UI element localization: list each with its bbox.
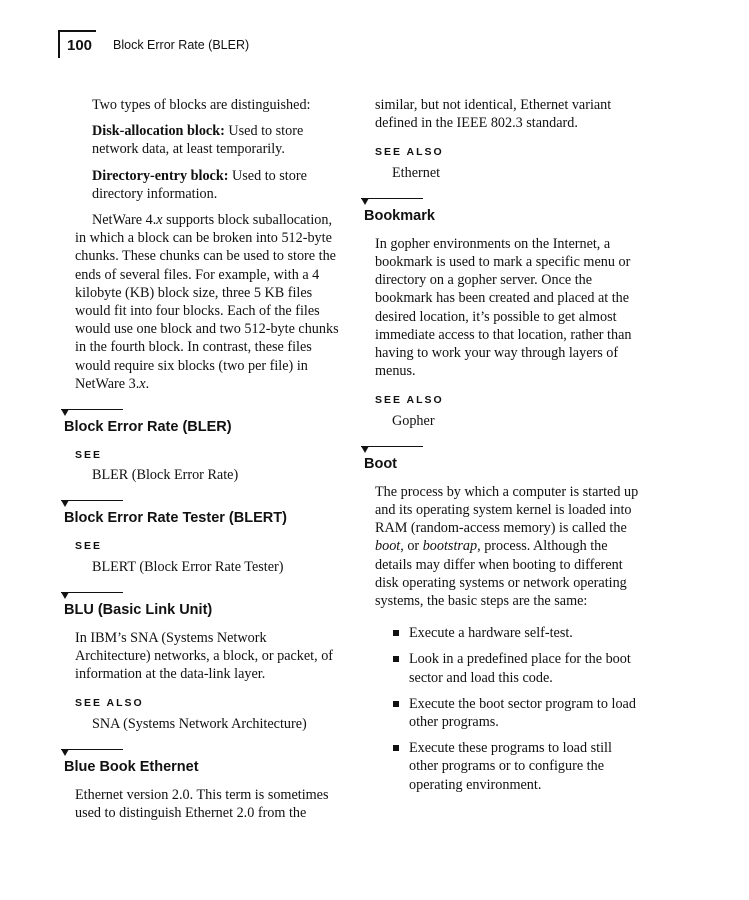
bullet-square-icon: [393, 701, 399, 707]
see-target: Gopher: [392, 412, 435, 429]
entry-bler: [64, 407, 343, 484]
netware-text-2: supports block suballocation, in which a block can be broken into 512-byte chunks. These chunks can be used to store the ends of several files. For example, with a 4 kilobyte (KB) block size, three 5 KB files would fit into four blocks. Each of the files would use one block and two 512-byte chunks in the fourth block. In contrast, these files would require six blocks (two per file) in NetWare 3.: [75, 212, 339, 392]
definition-directory-entry: [75, 167, 343, 203]
definition-disk-allocation: [75, 122, 343, 158]
boot-italic-1: boot: [375, 538, 401, 555]
entry-body: In IBM’s SNA (Systems Network Architecture) networks, a block, or packet, of information at the data-link layer.: [75, 629, 334, 683]
see-label: SEE ALSO: [75, 697, 144, 710]
entry-title: Blue Book Ethernet: [64, 758, 199, 775]
running-head: Block Error Rate (BLER): [113, 38, 250, 52]
entry-body: [375, 483, 643, 610]
entry-title: Block Error Rate (BLER): [64, 419, 232, 436]
bullet-square-icon: [393, 630, 399, 636]
list-item: [375, 650, 643, 686]
right-column: [364, 96, 643, 802]
entry-marker: [61, 498, 123, 508]
boot-text-3: , process. Although the details may differ when booting to different disk operating systems or network operating systems, the basic steps are the same:: [375, 538, 627, 610]
list-item-text: Execute a hardware self-test.: [409, 625, 573, 642]
bullet-square-icon: [393, 745, 399, 751]
see-target: Ethernet: [392, 164, 441, 181]
entry-blert: [64, 498, 343, 575]
boot-italic-2: bootstrap: [422, 538, 478, 555]
triangle-marker-icon: [361, 446, 369, 453]
header-rule-horizontal: [58, 30, 96, 32]
see-label: SEE: [75, 540, 103, 553]
entry-boot: [364, 444, 643, 794]
definition-term: Directory-entry block:: [92, 167, 229, 184]
see-target: BLERT (Block Error Rate Tester): [92, 558, 284, 575]
see-target: BLER (Block Error Rate): [92, 467, 239, 484]
see-label: SEE ALSO: [375, 146, 444, 159]
entry-marker: [61, 407, 123, 417]
triangle-marker-icon: [361, 198, 369, 205]
blocks-intro: Two types of blocks are distinguished:: [92, 97, 311, 113]
triangle-marker-icon: [61, 592, 69, 599]
definition-term: Disk-allocation block:: [92, 123, 225, 140]
netware-text-3: .: [145, 375, 150, 392]
see-target: SNA (Systems Network Architecture): [92, 715, 307, 732]
list-item-text: Execute the boot sector program to load other programs.: [409, 695, 636, 731]
entry-title: Boot: [364, 455, 398, 472]
boot-text-1: The process by which a computer is started up and its operating system kernel is loaded into RAM (random-access memory) is called the: [375, 483, 639, 537]
entry-title: BLU (Basic Link Unit): [64, 601, 213, 618]
entry-blu: [64, 590, 343, 733]
page-number: 100: [67, 37, 93, 54]
netware-italic-1: x: [156, 212, 163, 229]
triangle-marker-icon: [61, 409, 69, 416]
triangle-marker-icon: [61, 500, 69, 507]
entry-title: Bookmark: [364, 207, 435, 224]
boot-steps-list: [375, 624, 643, 794]
entry-marker: [361, 196, 423, 206]
see-label: SEE ALSO: [375, 394, 444, 407]
entry-bookmark: [364, 196, 643, 430]
bullet-square-icon: [393, 656, 399, 662]
header-rule-vertical: [58, 30, 60, 58]
boot-text-2: , or: [400, 538, 423, 555]
list-item-text: Execute these programs to load still other programs or to configure the operating environment.: [409, 740, 612, 793]
entry-title: Block Error Rate Tester (BLERT): [64, 510, 287, 527]
list-item: [375, 739, 643, 794]
entry-marker: [61, 590, 123, 600]
definition-text: Used to store network data, at least temporarily.: [92, 123, 304, 158]
list-item-text: Look in a predefined place for the boot sector and load this code.: [409, 651, 631, 686]
netware-italic-2: x: [139, 375, 146, 392]
definition-text: Used to store directory information.: [92, 167, 307, 202]
entry-blue-book-ethernet: [64, 747, 343, 822]
netware-text-1: NetWare 4.: [92, 212, 157, 229]
continued-text: similar, but not identical, Ethernet variant defined in the IEEE 802.3 standard.: [375, 97, 612, 132]
list-item: [375, 624, 643, 642]
entry-marker: [61, 747, 123, 757]
netware-paragraph: [75, 211, 343, 393]
entry-body: Ethernet version 2.0. This term is sometimes used to distinguish Ethernet 2.0 from the: [75, 786, 329, 822]
left-column: [64, 96, 343, 833]
list-item: [375, 695, 643, 731]
entry-body: In gopher environments on the Internet, a bookmark is used to mark a specific menu or directory on a gopher server. Once the bookmark has been created and placed at the desired location, it’s possible to get almost immediate access to that location, rather than having to work your way through layers of menus.: [375, 235, 632, 380]
entry-marker: [361, 444, 423, 454]
triangle-marker-icon: [61, 749, 69, 756]
see-label: SEE: [75, 449, 103, 462]
page-header: [58, 30, 458, 60]
